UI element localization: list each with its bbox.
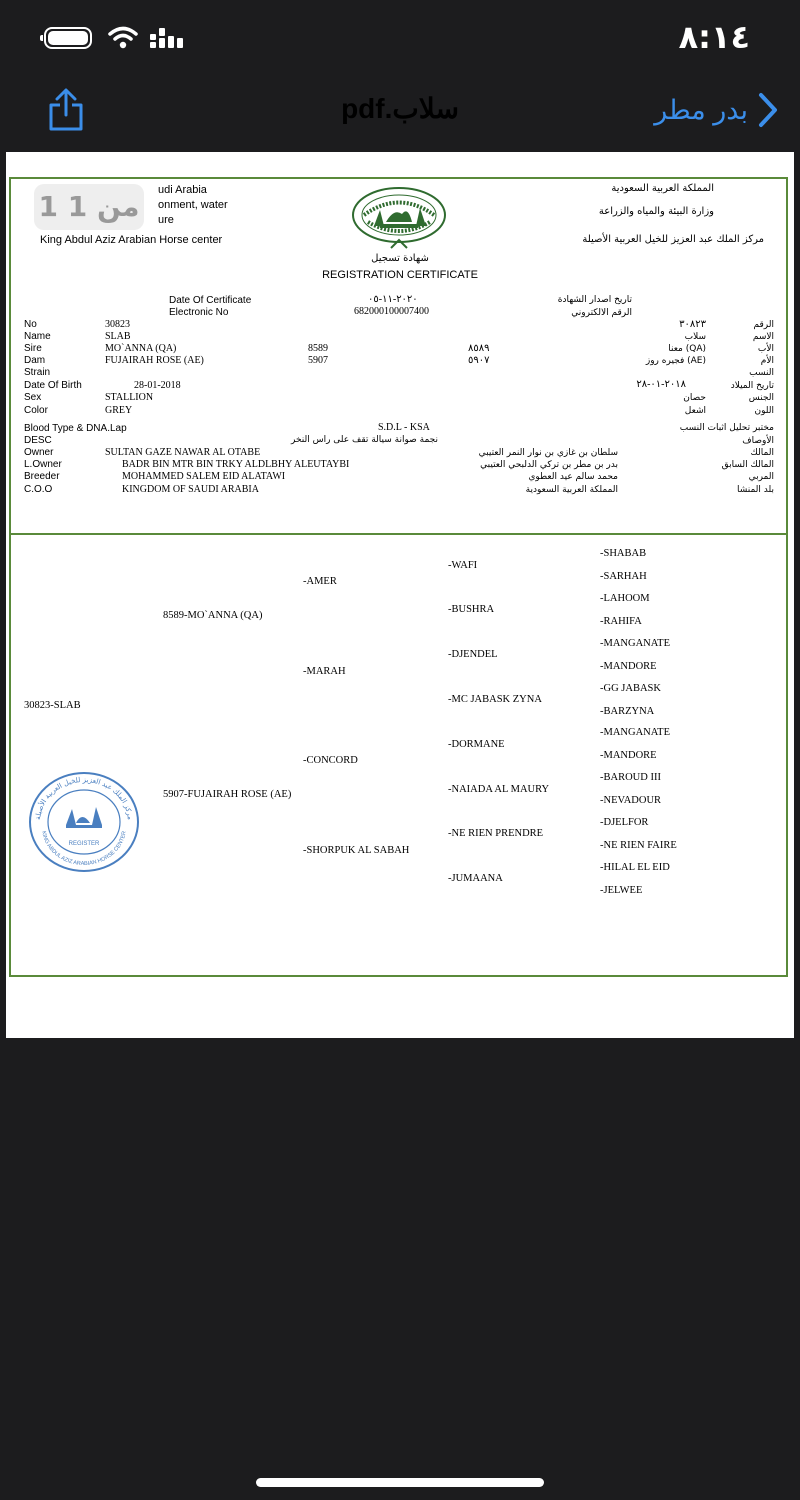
- field-dob-label: Date Of Birth: [24, 380, 82, 391]
- field-dam-value-ar: (AE) فجيره روز: [645, 356, 706, 366]
- header-en-line3: ure: [158, 214, 174, 226]
- battery-icon: [44, 27, 92, 49]
- field-name-value: SLAB: [105, 331, 131, 342]
- field-dam-num: 5907: [308, 355, 328, 366]
- pedigree-ggp-3: -DJENDEL: [448, 649, 498, 660]
- pedigree-g4-16: -JELWEE: [600, 885, 643, 896]
- field-dam-label: Dam: [24, 355, 46, 366]
- coo-label-ar: بلد المنشا: [736, 485, 774, 495]
- pedigree-g4-15: -HILAL EL EID: [600, 862, 670, 873]
- owner-label-ar: المالك: [750, 448, 774, 458]
- date-of-certificate-value: ٢٠٢٠-١١-٠٥: [368, 294, 418, 305]
- electronic-no-label-ar: الرقم الالكتروني: [571, 308, 632, 318]
- pedigree-gp-1: -AMER: [303, 576, 337, 587]
- field-sire-value: MO`ANNA (QA): [105, 343, 177, 354]
- field-color-value-ar: اشعل: [684, 406, 706, 416]
- desc-value-ar: نجمة صوانة سيالة تقف على راس النخر: [291, 435, 438, 445]
- blood-type-label: Blood Type & DNA.Lap: [24, 423, 127, 434]
- field-no-label: No: [24, 319, 37, 330]
- field-dob-label-ar: تاريخ الميلاد: [730, 381, 774, 391]
- owner-label: Owner: [24, 447, 54, 458]
- field-dob-value: 28-01-2018: [134, 380, 181, 391]
- l-owner-label: L.Owner: [24, 459, 62, 470]
- coo-label: C.O.O: [24, 484, 53, 495]
- pdf-page[interactable]: [6, 152, 794, 1038]
- field-no-value-ar: ٣٠٨٢٣: [679, 319, 706, 330]
- field-sire-num: 8589: [308, 343, 328, 354]
- field-dam-value: FUJAIRAH ROSE (AE): [105, 355, 204, 366]
- field-sire-num-ar: ٨٥٨٩: [468, 343, 490, 354]
- field-color-value: GREY: [105, 405, 133, 416]
- pedigree-g4-1: -SHABAB: [600, 548, 647, 559]
- status-bar: [0, 0, 800, 75]
- pedigree-sire: 8589-MO`ANNA (QA): [163, 610, 263, 621]
- title-en: REGISTRATION CERTIFICATE: [322, 269, 478, 281]
- pedigree-gp-3: -CONCORD: [303, 755, 358, 766]
- cellular-signal-icon: [150, 28, 186, 48]
- page-indicator: 1 من 1: [34, 184, 144, 230]
- pedigree-ggp-7: -NE RIEN PRENDRE: [448, 828, 544, 839]
- header-ar-line2: وزارة البيئة والمياه والزراعة: [598, 206, 714, 217]
- field-sex-label: Sex: [24, 392, 42, 403]
- electronic-no-label: Electronic No: [169, 307, 229, 318]
- pedigree-ggp-4: -MC JABASK ZYNA: [448, 694, 542, 705]
- field-dob-value-ar: ٢٠١٨-٠١-٢٨: [636, 379, 686, 390]
- nav-title: pdf.سلاب: [341, 93, 459, 124]
- l-owner-label-ar: المالك السابق: [721, 460, 774, 470]
- pedigree-g4-7: -GG JABASK: [600, 683, 661, 694]
- status-time: ٨:١٤: [678, 18, 750, 56]
- pedigree-g4-5: -MANGANATE: [600, 638, 670, 649]
- field-name-value-ar: سلاب: [684, 332, 706, 342]
- breeder-label: Breeder: [24, 471, 60, 482]
- field-sire-value-ar: (QA) معنا: [668, 344, 706, 354]
- header-ar-line1: المملكة العربية السعودية: [611, 183, 714, 194]
- field-sex-value: STALLION: [105, 392, 154, 403]
- field-no-value: 30823: [105, 319, 130, 330]
- header-en-center: King Abdul Aziz Arabian Horse center: [40, 234, 223, 246]
- pedigree-g4-11: -BAROUD III: [600, 772, 661, 783]
- field-strain-label: Strain: [24, 367, 51, 378]
- pedigree-horse: 30823-SLAB: [24, 700, 81, 711]
- field-dam-label-ar: الأم: [760, 356, 774, 366]
- pedigree-g4-3: -LAHOOM: [600, 593, 650, 604]
- title-ar: شهادة تسجيل: [371, 253, 429, 264]
- pedigree-gp-4: -SHORPUK AL SABAH: [303, 845, 410, 856]
- field-color-label: Color: [24, 405, 48, 416]
- stamp-register-text: REGISTER: [68, 841, 100, 847]
- pedigree-ggp-2: -BUSHRA: [448, 604, 495, 615]
- electronic-no-value: 682000100007400: [354, 306, 429, 317]
- pedigree-g4-9: -MANGANATE: [600, 727, 670, 738]
- desc-label: DESC: [24, 435, 52, 446]
- pedigree-g4-2: -SARHAH: [600, 571, 647, 582]
- pedigree-g4-4: -RAHIFA: [600, 616, 642, 627]
- back-button[interactable]: [654, 92, 778, 128]
- registered-stamp: [26, 769, 142, 875]
- home-indicator[interactable]: [256, 1478, 544, 1487]
- pedigree-g4-14: -NE RIEN FAIRE: [600, 840, 677, 851]
- date-of-certificate-label-ar: تاريخ اصدار الشهادة: [557, 295, 632, 305]
- field-no-label-ar: الرقم: [753, 320, 774, 330]
- chevron-right-icon: [758, 92, 778, 128]
- field-sire-label: Sire: [24, 343, 42, 354]
- pedigree-gp-2: -MARAH: [303, 666, 346, 677]
- pedigree-ggp-5: -DORMANE: [448, 739, 505, 750]
- section-divider: [9, 533, 788, 535]
- field-strain-label-ar: النسب: [749, 368, 774, 378]
- desc-label-ar: الأوصاف: [742, 436, 774, 446]
- stamp-english-text: KING ABDUL AZIZ ARABIAN HORSE CENTER: [40, 830, 128, 868]
- blood-type-label-ar: مختبر تحليل اثبات النسب: [679, 423, 774, 433]
- field-name-label: Name: [24, 331, 51, 342]
- field-sex-value-ar: حصان: [683, 393, 706, 403]
- stamp-arabic-text: مركز الملك عبد العزيز للخيل العربية الأصيلة: [34, 775, 134, 821]
- owner-value: SULTAN GAZE NAWAR AL OTABE: [105, 447, 261, 458]
- pedigree-g4-6: -MANDORE: [600, 661, 657, 672]
- breeder-value-ar: محمد سالم عيد العطوي: [528, 472, 618, 482]
- header-en-line1: udi Arabia: [158, 184, 207, 196]
- blood-type-value: S.D.L - KSA: [378, 422, 430, 433]
- coo-value: KINGDOM OF SAUDI ARABIA: [122, 484, 259, 495]
- header-en-line2: onment, water: [158, 199, 228, 211]
- date-of-certificate-label: Date Of Certificate: [169, 295, 252, 306]
- pedigree-g4-12: -NEVADOUR: [600, 795, 662, 806]
- field-sire-label-ar: الأب: [757, 344, 774, 354]
- breeder-value: MOHAMMED SALEM EID ALATAWI: [122, 471, 286, 482]
- coo-value-ar: المملكة العربية السعودية: [525, 485, 618, 495]
- field-color-label-ar: اللون: [754, 406, 774, 416]
- pedigree-ggp-8: -JUMAANA: [448, 873, 503, 884]
- back-label: بدر مطر: [654, 94, 748, 125]
- ministry-logo: [350, 182, 448, 252]
- pedigree-ggp-1: -WAFI: [448, 560, 478, 571]
- l-owner-value-ar: بدر بن مطر بن تركي الدلبحي العتيبي: [480, 460, 618, 470]
- pedigree-g4-13: -DJELFOR: [600, 817, 649, 828]
- pedigree-g4-10: -MANDORE: [600, 750, 657, 761]
- field-dam-num-ar: ٥٩٠٧: [468, 355, 490, 366]
- owner-value-ar: سلطان بن غازي بن نوار النمر العتيبي: [478, 448, 618, 458]
- field-sex-label-ar: الجنس: [748, 393, 774, 403]
- l-owner-value: BADR BIN MTR BIN TRKY ALDLBHY ALEUTAYBI: [122, 459, 350, 470]
- pedigree-g4-8: -BARZYNA: [600, 706, 655, 717]
- wifi-icon: [108, 26, 138, 50]
- breeder-label-ar: المربي: [748, 472, 774, 482]
- pedigree-ggp-6: -NAIADA AL MAURY: [448, 784, 550, 795]
- pedigree-dam: 5907-FUJAIRAH ROSE (AE): [163, 789, 292, 800]
- field-name-label-ar: الاسم: [752, 332, 774, 342]
- header-ar-line3: مركز الملك عبد العزيز للخيل العربية الأصيلة: [582, 234, 764, 245]
